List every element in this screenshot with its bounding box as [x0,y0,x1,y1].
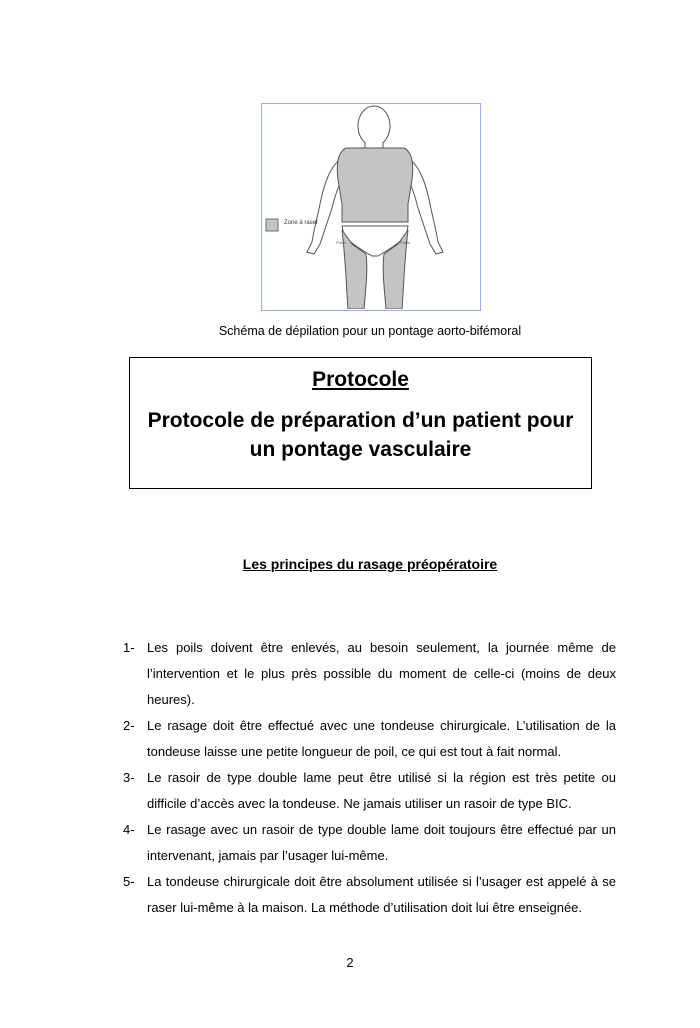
item-text: Le rasage doit être effectué avec une tondeuse chirurgicale. L’utilisation de la tondeuse laisse une petite longueur de poil, ce qui est tout à fait normal. [147,718,616,759]
legend-label: Zone à raser [284,220,319,226]
list-item [123,635,616,713]
item-text: Le rasoir de type double lame peut être utilisé si la région est très petite ou difficile d’accès avec la tondeuse. Ne jamais utiliser un rasoir de type BIC. [147,770,616,811]
item-number: 5- [123,874,135,889]
pubis-label-left: Pubis [336,240,347,245]
title-box [129,357,592,489]
item-number: 2- [123,718,135,733]
pubis-label-right: Pubis [400,240,411,245]
list-item [123,765,616,817]
principles-list [123,635,616,921]
item-number: 3- [123,770,135,785]
item-number: 4- [123,822,135,837]
item-number: 1- [123,640,135,655]
item-text: La tondeuse chirurgicale doit être absolument utilisée si l’usager est appelé à se raser lui-même à la maison. La méthode d’utilisation doit lui être enseignée. [147,874,616,915]
shaving-diagram [261,103,481,311]
item-text: Les poils doivent être enlevés, au besoin seulement, la journée même de l’intervention et le plus près possible du moment de celle-ci (moins de deux heures). [147,640,616,707]
figure-caption: Schéma de dépilation pour un pontage aorto-bifémoral [218,324,522,338]
list-item [123,869,616,921]
protocol-title: Protocole [312,368,409,391]
section-heading: Les principes du rasage préopératoire [242,556,498,572]
item-text: Le rasage avec un rasoir de type double lame doit toujours être effectué par un intervenant, jamais par l’usager lui-même. [147,822,616,863]
protocol-subtitle: Protocole de préparation d’un patient pour un pontage vasculaire [147,409,574,461]
list-item [123,713,616,765]
page-number: 2 [346,955,354,970]
body-outline-drawing [262,104,479,309]
list-item [123,817,616,869]
